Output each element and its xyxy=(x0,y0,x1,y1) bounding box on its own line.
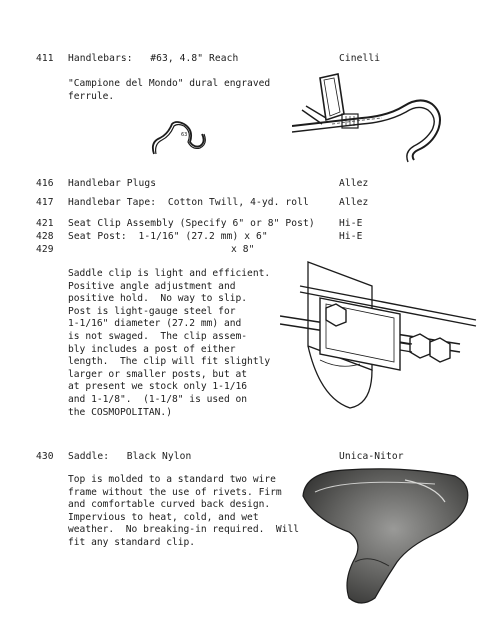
item-number: 428 xyxy=(36,231,54,242)
item-number: 430 xyxy=(36,451,54,462)
item-number: 421 xyxy=(36,218,54,229)
item-description: "Campione del Mondo" dural engraved ferrule. xyxy=(68,78,271,102)
saddle-description: Top is molded to a standard two wire frame without the use of rivets. Firm and comfortable curved back design. Impervious to heat, cold, and wet weather. No breaking-in required. Will fit any standard clip. xyxy=(68,474,300,548)
item-brand: Hi-E xyxy=(339,218,363,229)
item-name: x 8" xyxy=(231,244,255,255)
item-name: Saddle: Black Nylon xyxy=(68,451,192,462)
item-brand: Unica-Nitor xyxy=(339,451,404,462)
item-brand: Allez xyxy=(339,197,369,208)
seat-clip-drawing xyxy=(280,258,480,418)
cinelli-handlebar-drawing xyxy=(292,68,452,168)
item-name: Seat Clip Assembly (Specify 6" or 8" Post) xyxy=(68,218,315,229)
item-brand: Cinelli xyxy=(339,53,381,64)
figure-label: 63 xyxy=(181,132,188,138)
saddle-drawing xyxy=(285,462,475,612)
item-name: Handlebars: #63, 4.8" Reach xyxy=(68,53,239,64)
item-number: 411 xyxy=(36,53,54,64)
item-number: 417 xyxy=(36,197,54,208)
handlebar-63-drawing xyxy=(150,118,210,160)
item-name: Handlebar Plugs xyxy=(68,178,157,189)
item-brand: Hi-E xyxy=(339,231,363,242)
seat-clip-description: Saddle clip is light and efficient. Positive angle adjustment and positive hold. No way to slip. Post is light-gauge steel for 1-1/16" diameter (27.2 mm) and is not swaged. The clip assem- bly includes a post of either length. The clip will fit slightly larger or smaller posts, but at at present we stock only 1-1/16 and 1-1/8". (1-1/8" is used on the COSMOPOLITAN.) xyxy=(68,268,271,418)
item-brand: Allez xyxy=(339,178,369,189)
item-name: Seat Post: 1-1/16" (27.2 mm) x 6" xyxy=(68,231,268,242)
item-number: 416 xyxy=(36,178,54,189)
item-number: 429 xyxy=(36,244,54,255)
item-name: Handlebar Tape: Cotton Twill, 4-yd. roll xyxy=(68,197,309,208)
